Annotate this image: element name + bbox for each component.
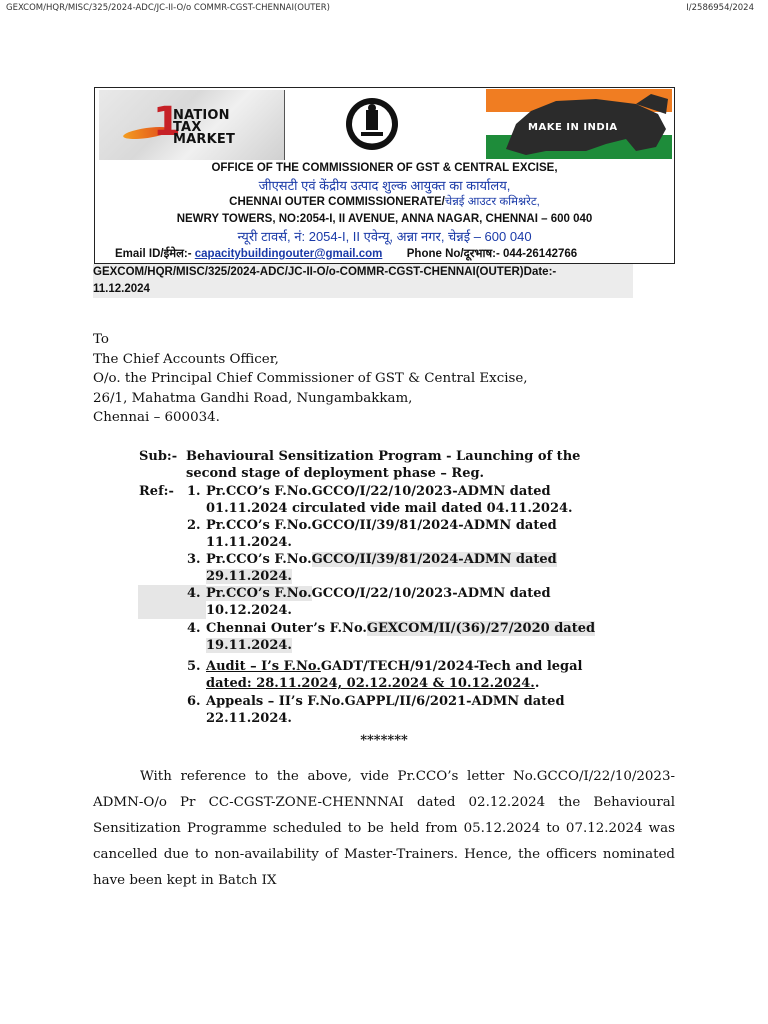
letter-reference-number: GEXCOM/HQR/MISC/325/2024-ADC/JC-II-O/o-COMMR-CGST-CHENNAI(OUTER)Date:- 11.12.2024 [93,264,633,298]
make-in-india-logo [486,89,672,159]
reference-item: 5. Audit – I’s F.No.GADT/TECH/91/2024-Tech and legal dated: 28.11.2024, 02.12.2024 & 10.12.2024.. [187,659,583,691]
make-in-india-text: MAKE IN INDIA [528,122,618,133]
reference-item: 6. Appeals – II’s F.No.GAPPL/II/6/2021-ADMN dated 22.11.2024. [187,694,565,726]
address-line: O/o. the Principal Chief Commissioner of GST & Central Excise, [93,371,528,386]
letter-body [93,764,675,894]
section-separator: ******* [360,733,408,748]
nation-tax-market-logo [99,90,285,160]
letterhead-office-details [95,160,674,245]
letterhead [94,87,675,264]
reference-item: 3. Pr.CCO’s F.No.GCCO/II/39/81/2024-ADMN dated 29.11.2024. [187,552,557,584]
cbic-emblem-icon [344,94,400,154]
logo-number: 1 [153,99,181,145]
header-document-id: I/2586954/2024 [686,3,754,13]
reference-item: 4. Chennai Outer’s F.No.GEXCOM/II/(36)/27/2020 dated 19.11.2024. [187,621,596,653]
office-address-english: NEWRY TOWERS, NO:2054-I, II AVENUE, ANNA NAGAR, CHENNAI – 600 040 [176,213,593,225]
email-label: Email ID/ईमेल:- [115,248,192,260]
address-line: To [93,332,109,347]
office-name-hindi: जीएसटी एवं केंद्रीय उत्पाद शुल्क आयुक्त का कार्यालय, [258,178,511,193]
email-link[interactable]: capacitybuildingouter@gmail.com [194,248,383,260]
address-line: The Chief Accounts Officer, [93,351,279,367]
contact-line [115,246,577,261]
document-header-bar [6,3,754,17]
office-name-english: OFFICE OF THE COMMISSIONER OF GST & CENTRAL EXCISE, [211,162,558,174]
letterhead-logos [95,88,674,160]
reference-item: 4. Pr.CCO’s F.No.GCCO/I/22/10/2023-ADMN dated 10.12.2024. [187,586,551,618]
recipient-address [93,330,528,428]
commissionerate-name: CHENNAI OUTER COMMISSIONERATE/चेन्नई आउटर कमिश्नरेट, [229,196,540,208]
subject-label: Sub:- [139,449,178,464]
subject-text: Behavioural Sensitization Program - Launching of the second stage of deployment phase – Reg. [186,449,581,481]
header-file-number: GEXCOM/HQR/MISC/325/2024-ADC/JC-II-O/o COMMR-CGST-CHENNAI(OUTER) [6,3,330,13]
address-line: 26/1, Mahatma Gandhi Road, Nungambakkam, [93,390,413,406]
phone-label: Phone No/दूरभाष:- [406,248,500,260]
address-line: Chennai – 600034. [93,410,220,425]
body-paragraph: With reference to the above, vide Pr.CCO’s letter No.GCCO/I/22/10/2023-ADMN-O/o Pr CC-CGST-ZONE-CHENNNAI dated 02.12.2024 the Behavioural Sensitization Programme scheduled to be held from 05.12.2024 to 07.12.2024 was cancelled due to non-availability of Master-Trainers. Hence, the officers nominated have been kept in Batch IX [93,769,675,888]
phone-number: 044-26142766 [503,248,578,260]
logo-text: NATION TAX MARKET [173,108,236,147]
reference-item: 1. Pr.CCO’s F.No.GCCO/I/22/10/2023-ADMN dated 01.11.2024 circulated vide mail dated 04.11.2024. [187,484,573,516]
references-label: Ref:- [139,484,174,499]
reference-item: 2. Pr.CCO’s F.No.GCCO/II/39/81/2024-ADMN dated 11.11.2024. [187,518,557,550]
office-address-hindi: न्यूरी टावर्स, नं: 2054-I, II एवेन्यू, अन्ना नगर, चेन्नई – 600 040 [237,229,532,244]
